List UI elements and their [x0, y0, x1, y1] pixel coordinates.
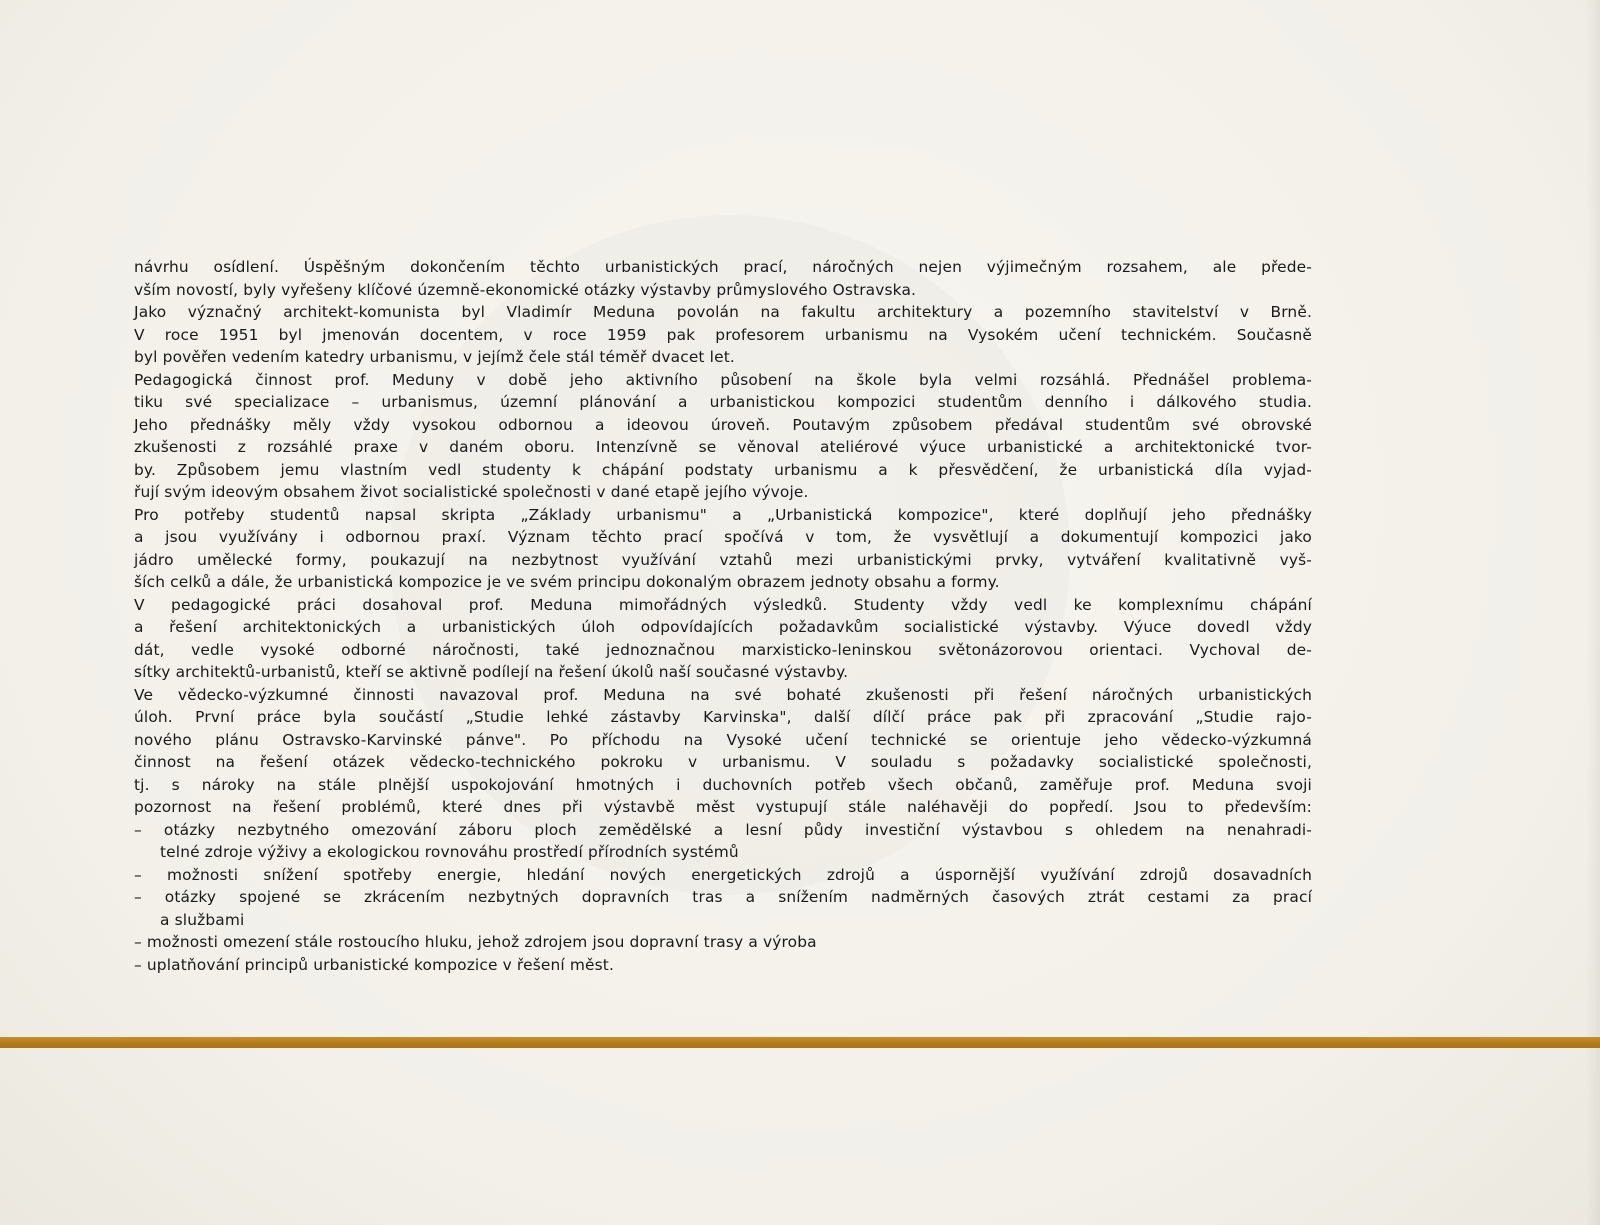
list-item: – otázky spojené se zkrácením nezbytných dopravních tras a snížením nadměrných časových ztrát cestami za prací	[134, 888, 1312, 906]
text-line: pozornost na řešení problémů, které dnes při výstavbě měst vystupují stále naléhavěji do popředí. Jsou to především:	[134, 798, 1312, 816]
text-line: Jako význačný architekt-komunista byl Vladimír Meduna povolán na fakultu architektury a pozemního stavitelství v Brně.	[134, 303, 1312, 321]
text-line: nového plánu Ostravsko-Karvinské pánve". Po příchodu na Vysoké učení technické se orientuje jeho vědecko-výzkumná	[134, 730, 1312, 749]
text-line: V pedagogické práci dosahoval prof. Meduna mimořádných výsledků. Studenty vždy vedl ke komplexnímu chápání	[134, 595, 1312, 614]
text-line: byl pověřen vedením katedry urbanismu, v jejímž čele stál téměř dvacet let.	[134, 348, 735, 366]
list-item: – možnosti snížení spotřeby energie, hledání nových energetických zdrojů a úspornější využívání zdrojů dosavadních	[134, 865, 1312, 884]
text-line: Pro potřeby studentů napsal skripta „Základy urbanismu" a „Urbanistická kompozice", které doplňují jeho přednášky	[134, 505, 1312, 524]
text-line: dát, vedle vysoké odborné náročnosti, také jednoznačnou marxisticko-leninskou světonázorovou orientaci. Vychoval de-	[134, 640, 1312, 659]
text-line: ších celků a dále, že urbanistická kompozice je ve svém principu dokonalým obrazem jednoty obsahu a formy.	[134, 573, 1000, 591]
list-item-continuation: a službami	[160, 910, 245, 929]
text-line: V roce 1951 byl jmenován docentem, v roce 1959 pak profesorem urbanismu na Vysokém učení technickém. Současně	[134, 325, 1312, 344]
text-line: tiku své specializace – urbanismus, územní plánování a urbanistickou kompozici studentům denního i dálkového studia.	[134, 393, 1312, 411]
list-item: – otázky nezbytného omezování záboru ploch zemědělské a lesní půdy investiční výstavbou s ohledem na nenahradi-	[134, 820, 1312, 839]
list-item: – možnosti omezení stále rostoucího hluku, jehož zdrojem jsou dopravní trasy a výroba	[134, 933, 817, 951]
text-line: Ve vědecko-výzkumné činnosti navazoval prof. Meduna na své bohaté zkušenosti při řešení náročných urbanistických	[134, 685, 1312, 704]
text-line: řují svým ideovým obsahem život socialistické společnosti v dané etapě jejího vývoje.	[134, 483, 809, 501]
text-line: návrhu osídlení. Úspěšným dokončením těchto urbanistických prací, náročných nejen výjimečným rozsahem, ale přede-	[134, 258, 1312, 276]
text-line: vším novostí, byly vyřešeny klíčové územně-ekonomické otázky výstavby průmyslového Ostravska.	[134, 280, 917, 299]
text-line: zkušenosti z rozsáhlé praxe v daném oboru. Intenzívně se věnoval ateliérové výuce urbanistické a architektonické tvor-	[134, 438, 1312, 456]
body-text	[134, 256, 1312, 976]
gold-divider-rule	[0, 1037, 1600, 1048]
text-line: a řešení architektonických a urbanistických úloh odpovídajících požadavkům socialistické výstavby. Výuce dovedl vždy	[134, 618, 1312, 636]
list-item-continuation: telné zdroje výživy a ekologickou rovnováhu prostředí přírodních systémů	[160, 843, 739, 861]
text-line: Jeho přednášky měly vždy vysokou odbornou a ideovou úroveň. Poutavým způsobem předával studentům své obrovské	[134, 415, 1312, 434]
text-line: a jsou využívány i odbornou praxí. Význam těchto prací spočívá v tom, že vysvětlují a dokumentují kompozici jako	[134, 528, 1312, 546]
text-line: činnost na řešení otázek vědecko-technického pokroku v urbanismu. V souladu s požadavky socialistické společnosti,	[134, 753, 1312, 771]
list-item: – uplatňování principů urbanistické kompozice v řešení měst.	[134, 955, 615, 974]
text-line: tj. s nároky na stále plnější uspokojování hmotných i duchovních potřeb všech občanů, zaměřuje prof. Meduna svoji	[134, 775, 1312, 794]
text-line: by. Způsobem jemu vlastním vedl studenty k chápání podstaty urbanismu a k přesvědčení, že urbanistická díla vyjad-	[134, 460, 1312, 479]
text-line: sítky architektů-urbanistů, kteří se aktivně podílejí na řešení úkolů naší současné výstavby.	[134, 663, 849, 681]
text-line: úloh. První práce byla součástí „Studie lehké zástavby Karvinska", další dílčí práce pak při zpracování „Studie rajo-	[134, 708, 1312, 726]
text-line: Pedagogická činnost prof. Meduny v době jeho aktivního působení na škole byla velmi rozsáhlá. Přednášel problema-	[134, 370, 1312, 389]
text-line: jádro umělecké formy, poukazují na nezbytnost využívání vztahů mezi urbanistickými prvky, vytváření kvalitativně vyš-	[134, 550, 1312, 569]
